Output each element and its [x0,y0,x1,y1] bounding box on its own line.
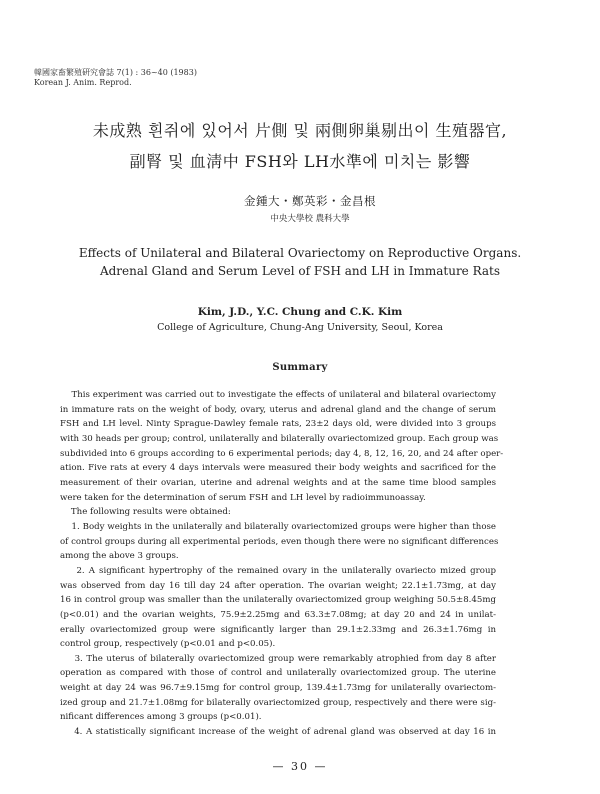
title-korean-line-1: 未成熟 흰쥐에 있어서 片側 및 兩側卵巢剔出이 生殖器官, [92,121,508,140]
body-line: was observed from day 16 till day 24 after operation. The ovarian weight; 22.1±1.73mg, at day [60,580,496,591]
affiliation-korean: 中央大學校 農科大學 [270,214,350,224]
title-english-line-1: Effects of Unilateral and Bilateral Ovariectomy on Reproductive Organs. [78,246,522,260]
body-line: ation. Five rats at every 4 days intervals were measured their body weights and sacrificed for the [60,463,496,474]
body-line: ized group and 21.7±1.08mg for bilaterally ovariectomized group, respectively and there were sig- [60,697,496,708]
title-english-line-2: Adrenal Gland and Serum Level of FSH and LH in Immature Rats [99,264,501,278]
body-line: 1. Body weights in the unilaterally and bilaterally ovariectomized groups were higher than those [60,521,496,532]
body-line: erally ovariectomized group were significantly larger than 29.1±2.33mg and 26.3±1.76mg in [60,624,496,635]
journal-name-ko: 韓國家畜繁殖硏究會誌 7(1) : 36~40 (1983) [34,68,197,77]
journal-citation [34,68,197,88]
body-line: 2. A significant hypertrophy of the remained ovary in the unilaterally ovariecto mized group [60,565,496,576]
body-line: of control groups during all experimental periods, even though there were no significant differences [60,536,499,547]
body-line: subdivided into 6 groups according to 6 experimental periods; day 4, 8, 12, 16, 20, and 24 after oper- [60,448,504,459]
body-line: 16 in control group was smaller than the unilaterally ovariectomized group weighing 50.5±8.45mg [60,595,496,606]
body-line: 4. A statistically significant increase of the weight of adrenal gland was observed at day 16 in [60,727,496,738]
body-line: operation as compared with those of control and unilaterally ovariectomized group. The uterine [60,668,496,679]
body-line: (p<0.01) and the ovarian weights, 75.9±2.25mg and 63.3±7.08mg; at day 20 and 24 in unilat- [60,609,496,620]
body-line: nificant differences among 3 groups (p<0.01). [60,712,262,723]
summary-body [60,388,504,740]
body-line: The following results were obtained: [60,507,231,518]
authors-korean: 金鍾大・鄭英彩・金昌根 [244,194,376,208]
body-line: control group, respectively (p<0.01 and p<0.05). [60,639,276,650]
affiliation-english: College of Agriculture, Chung-Ang University, Seoul, Korea [157,322,443,333]
page-number: — 30 — [272,760,328,773]
journal-name-en: Korean J. Anim. Reprod. [34,78,132,87]
body-line: 3. The uterus of bilaterally ovariectomized group were remarkably atrophied from day 8 after [60,653,496,664]
authors-english: Kim, J.D., Y.C. Chung and C.K. Kim [197,306,403,318]
body-line: in immature rats on the weight of body, ovary, uterus and adrenal gland and the change of serum [60,404,496,415]
body-line: were taken for the determination of serum FSH and LH level by radioimmunoassay. [60,492,426,503]
body-line: among the above 3 groups. [60,551,179,562]
body-line: FSH and LH level. Ninty Sprague-Dawley female rats, 23±2 days old, were divided into 3 groups [60,419,496,430]
body-line: This experiment was carried out to investigate the effects of unilateral and bilateral ovariectomy [60,390,496,400]
body-line: with 30 heads per group; control, unilaterally and bilaterally ovariectomized group. Each group was [60,433,499,444]
summary-heading: Summary [272,362,328,373]
title-korean-line-2: 副腎 및 血淸中 FSH와 LH水準에 미치는 影響 [129,152,471,171]
body-line: weight at day 24 was 96.7±9.15mg for control group, 139.4±1.73mg for unilaterally ovariectom- [60,683,496,694]
body-line: measurement of their ovarian, uterine and adrenal weights and at the same time blood samples [60,477,496,488]
